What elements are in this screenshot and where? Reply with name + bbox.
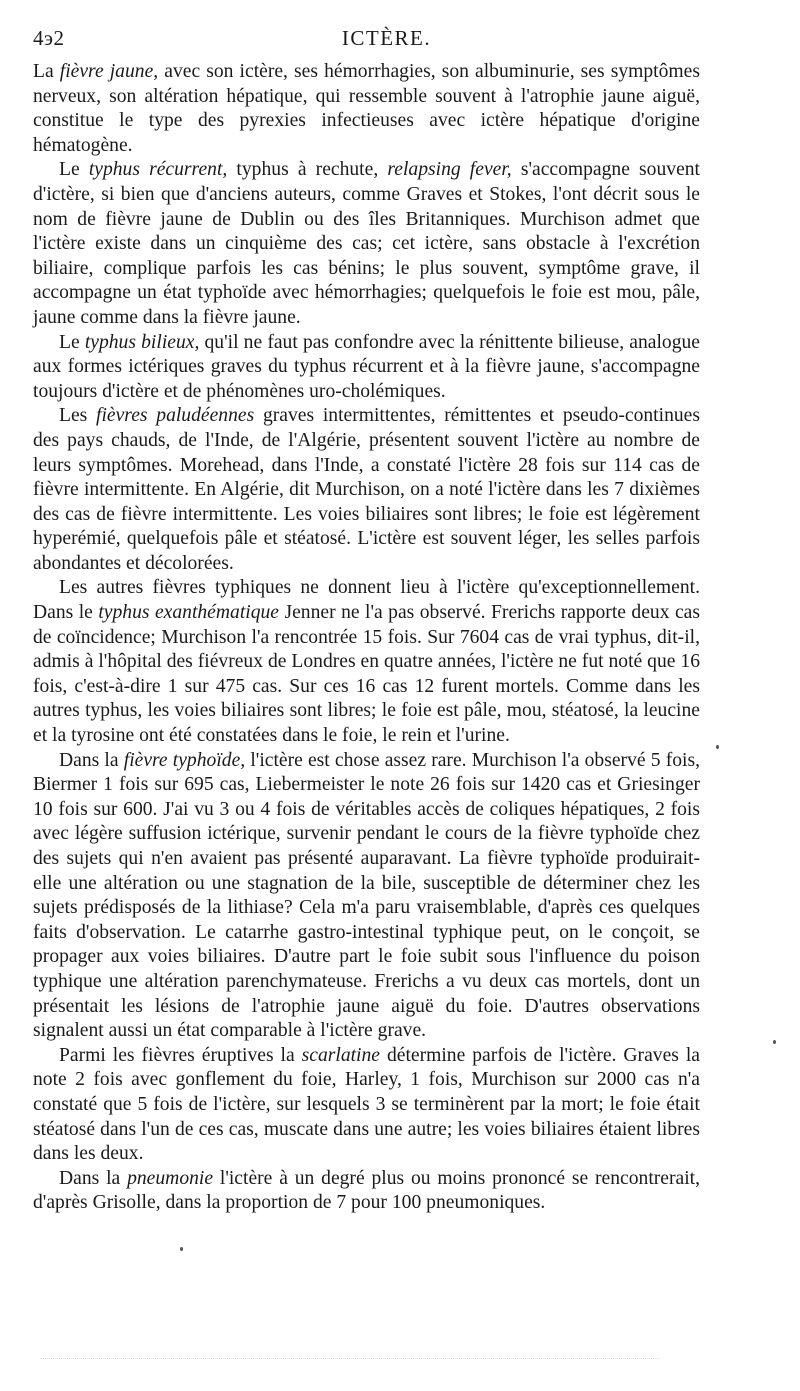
text-run: graves intermittentes, rémittentes et pseudo-continues des pays chauds, de l'Inde, de l'Algérie, présentent souvent l'ictère au nombre de leurs symptômes. Morehead, dans l'Inde, a constaté l'ictère 28 fois sur 114 cas de fièvre intermittente. En Algérie, dit Murchison, on a noté l'ictère dans les 7 dixièmes des cas de fièvre intermittente. Les voies biliaires sont libres; le foie est légèrement hyperémié, quelquefois pâle et stéatosé. L'ictère est souvent léger, les selles parfois abondantes et décolorées. (33, 405, 700, 574)
italic-term: pneumonie (127, 1167, 214, 1189)
text-run: Dans la (59, 749, 124, 771)
page-number: 4э2 (33, 26, 65, 50)
paragraph (33, 576, 700, 748)
italic-term: scarlatine (301, 1044, 380, 1066)
text-run: détermine parfois de l'ictère. Graves la note 2 fois avec gonflement du foie, Harley, 1 fois, Murchison sur 2000 cas n'a constaté que 5 fois de l'ictère, sur lesquels 3 se terminèrent par la mort; le foie était stéatosé dans l'un de ces cas, muscate dans une autre; les voies biliaires étaient libres dans les deux. (33, 1044, 700, 1165)
text-run: typhus à rechute, (227, 159, 388, 181)
paragraph (33, 1044, 700, 1167)
text-run: Dans la (59, 1167, 128, 1189)
ink-speck (773, 1040, 776, 1044)
text-run: qu'il ne faut pas confondre avec la rénittente bilieuse, analogue aux formes ictériques graves du typhus récurrent et à la fièvre jaune, s'accompagne toujours d'ictère et de phénomènes uro-cholémiques. (33, 331, 700, 402)
italic-term: fièvre jaune, (59, 61, 159, 82)
italic-term: typhus exanthématique (98, 602, 280, 624)
italic-term: typhus bilieux, (84, 331, 200, 353)
italic-term: typhus récurrent, (88, 159, 228, 181)
text-run: l'ictère est chose assez rare. Murchison l'a observé 5 fois, Biermer 1 fois sur 695 cas, Liebermeister le note 26 fois sur 1420 cas et Griesinger 10 fois sur 600. J'ai vu 3 ou 4 fois de véritables accès de coliques hépatiques, 2 fois avec légère suffusion ictérique, survenir pendant le cours de la fièvre typhoïde chez des sujets qui n'en avaient pas présenté auparavant. La fièvre typhoïde produirait-elle une altération ou une stagnation de la bile, susceptible de déterminer chez les sujets prédisposés de la lithiase? Cela m'a paru vraisemblable, d'après ces quelques faits d'observation. Le catarrhe gastro-intestinal typhique peut, on le conçoit, se propager aux voies biliaires. D'autre part le foie subit sous l'influence du poison typhique une altération parenchymateuse. Frerichs a vu deux cas mortels, dont un présentait les lésions de l'atrophie jaune aiguë du foie. D'autres observations signalent aussi un état comparable à l'ictère grave. (33, 749, 700, 1042)
body-text (33, 60, 700, 1216)
paragraph (33, 331, 700, 405)
ink-speck (180, 1247, 183, 1251)
text-run: Les (59, 405, 97, 427)
paragraph (33, 749, 700, 1044)
italic-term: fièvre typhoïde, (123, 749, 246, 771)
paragraph (33, 404, 700, 576)
text-run: Parmi les fièvres éruptives la (59, 1044, 302, 1066)
text-run: avec son ictère, ses hémorrhagies, son albuminurie, ses symptômes nerveux, son altération hépatique, qui ressemble souvent à l'atrophie jaune aiguë, constitue le type des pyrexies infectieuses avec ictère hépatique d'origine hématogène. (33, 61, 700, 156)
paragraph (33, 1167, 700, 1216)
text-run: l'ictère à un degré plus ou moins prononcé se rencontrerait, d'après Grisolle, dans la proportion de 7 pour 100 pneumoniques. (33, 1167, 700, 1214)
text-run: Les autres fièvres typhiques ne donnent lieu à l'ictère qu'exceptionnellement. Dans le (33, 577, 700, 624)
paragraph (33, 158, 700, 330)
bleed-through-line (40, 1358, 660, 1365)
text-run: Jenner ne l'a pas observé. Frerichs rapporte deux cas de coïncidence; Murchison l'a rencontrée 15 fois. Sur 7604 cas de vrai typhus, dit-il, admis à l'hôpital des fiévreux de Londres en quatre années, l'ictère ne fut noté que 16 fois, c'est-à-dire 1 sur 475 cas. Sur ces 16 cas 12 furent mortels. Comme dans les autres typhus, les voies biliaires sont libres; le foie est pâle, mou, stéatosé, la leucine et la tyrosine ont été constatées dans le foie, le rein et l'urine. (33, 602, 700, 747)
italic-term: relapsing fever, (387, 159, 512, 181)
paragraph (33, 60, 700, 158)
text-run: Le (59, 159, 89, 181)
italic-term: fièvres paludéennes (96, 405, 255, 427)
text-run: s'accompagne souvent d'ictère, si bien que d'anciens auteurs, comme Graves et Stokes, l'ont décrit sous le nom de fièvre jaune de Dublin ou des îles Britanniques. Murchison admet que l'ictère existe dans un cinquième des cas; cet ictère, sans obstacle à l'excrétion biliaire, complique parfois les cas bénins; le plus souvent, symptôme grave, il accompagne un état typhoïde avec hémorrhagies; quelquefois le foie est mou, pâle, jaune comme dans la fièvre jaune. (33, 159, 701, 328)
text-run: Le (59, 331, 85, 353)
running-head (33, 26, 700, 56)
running-title: ICTÈRE. (341, 26, 432, 50)
ink-speck (716, 745, 719, 749)
text-run: La (33, 61, 60, 82)
